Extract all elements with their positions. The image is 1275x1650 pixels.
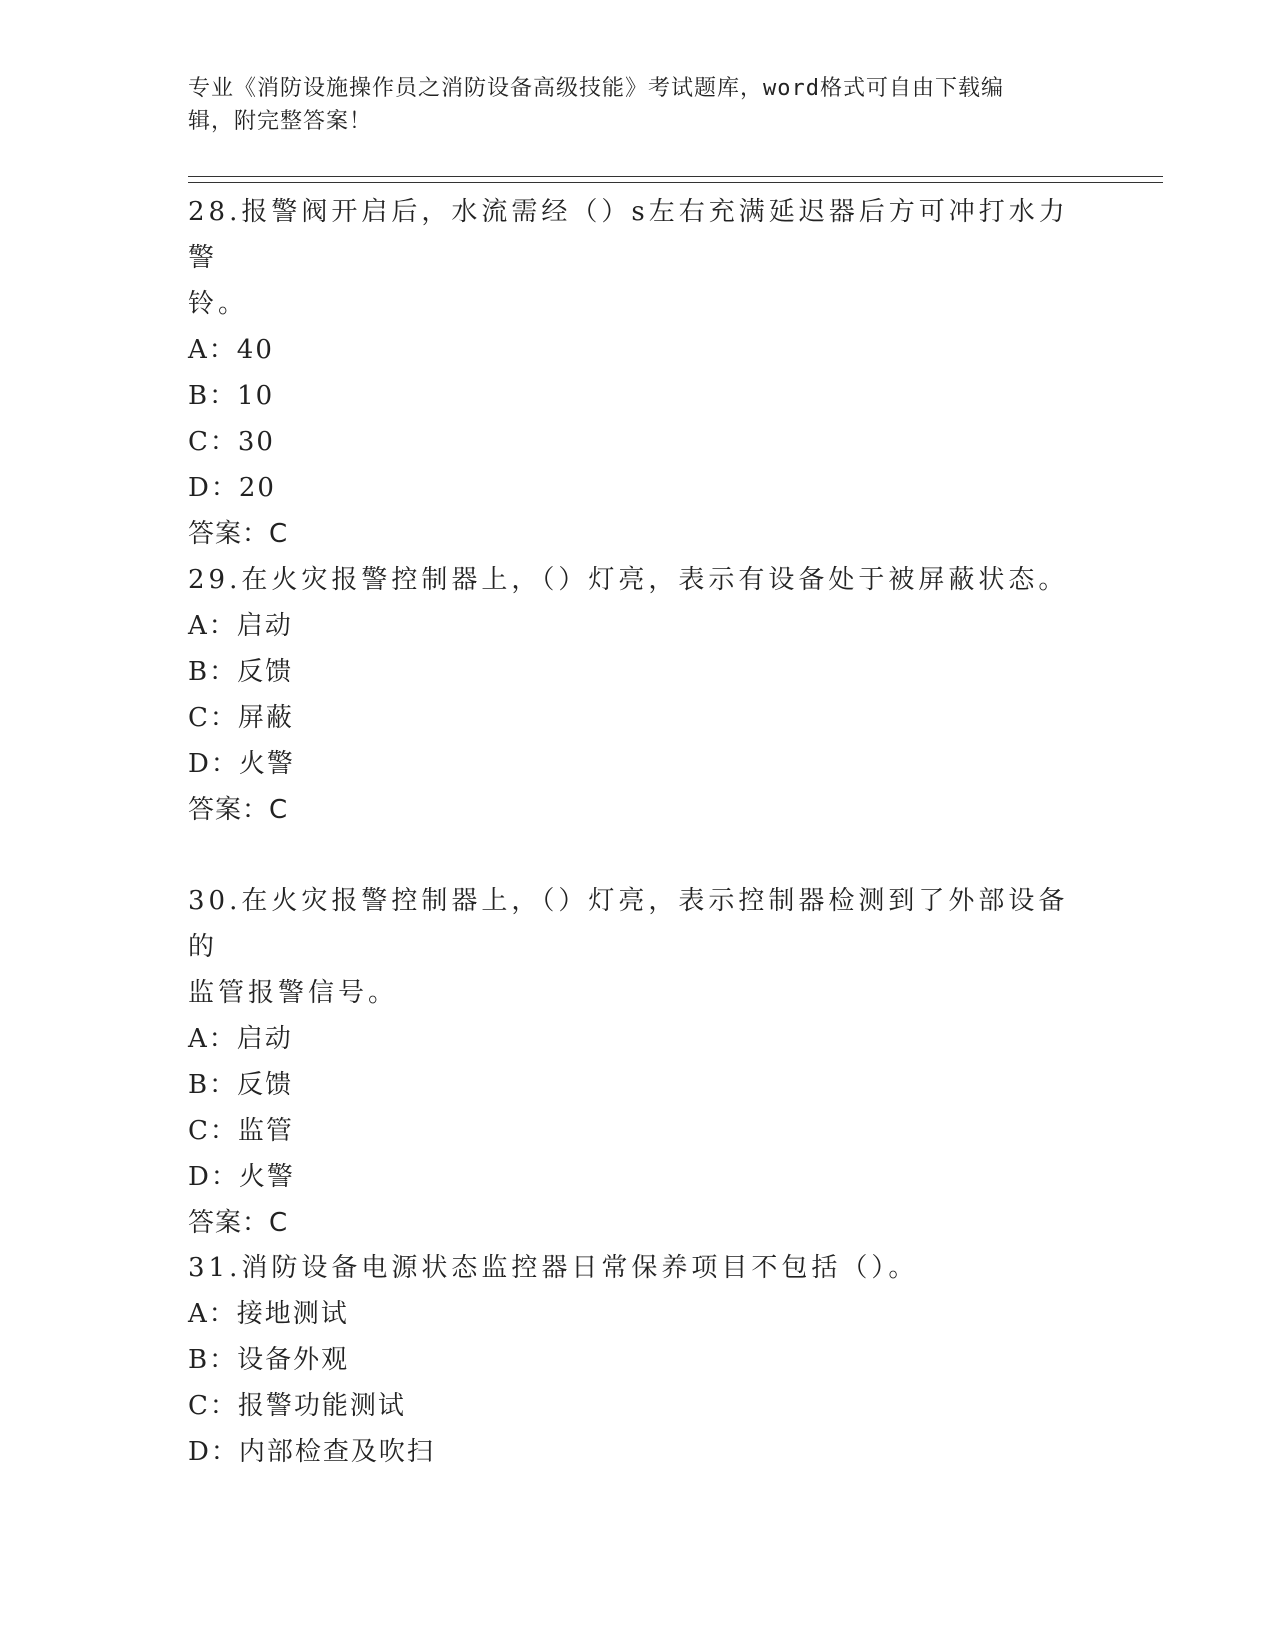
option-d: D：火警: [188, 1162, 295, 1192]
option-c: C：屏蔽: [188, 703, 294, 733]
option-a: A：40: [188, 335, 274, 365]
answer: 答案：C: [188, 1208, 289, 1238]
question-stem-line-1: 31.消防设备电源状态监控器日常保养项目不包括（）。: [188, 1253, 919, 1283]
header-line-2: 辑，附完整答案！: [188, 109, 373, 134]
option-c: C：30: [188, 427, 275, 457]
option-a: A：启动: [188, 1024, 293, 1054]
option-b: B：10: [188, 381, 275, 411]
question-stem-line-2: 监管报警信号。: [188, 978, 399, 1008]
answer: 答案：C: [188, 519, 289, 549]
question-30: [188, 878, 1078, 1246]
header-line-1: 专业《消防设施操作员之消防设备高级技能》考试题库，word格式可自由下载编: [188, 76, 1004, 101]
option-c: C：监管: [188, 1116, 294, 1146]
question-stem-line-2: 铃。: [188, 289, 249, 319]
question-29: [188, 557, 1078, 833]
document-header: [188, 72, 1078, 138]
option-b: B：设备外观: [188, 1345, 350, 1375]
question-31: [188, 1245, 1078, 1475]
question-stem-line-1: 30.在火灾报警控制器上，（）灯亮，表示控制器检测到了外部设备的: [188, 886, 1069, 962]
option-b: B：反馈: [188, 1070, 294, 1100]
option-a: A：接地测试: [188, 1299, 349, 1329]
header-divider-bottom: [188, 182, 1163, 183]
option-a: A：启动: [188, 611, 293, 641]
header-divider-top: [188, 176, 1163, 177]
option-d: D：内部检查及吹扫: [188, 1437, 435, 1467]
answer: 答案：C: [188, 795, 289, 825]
question-stem-line-1: 28.报警阀开启后，水流需经（）s左右充满延迟器后方可冲打水力警: [188, 197, 1069, 273]
question-28: [188, 189, 1078, 557]
question-stem-line-1: 29.在火灾报警控制器上，（）灯亮，表示有设备处于被屏蔽状态。: [188, 565, 1069, 595]
option-c: C：报警功能测试: [188, 1391, 406, 1421]
option-d: D：20: [188, 473, 276, 503]
option-d: D：火警: [188, 749, 295, 779]
option-b: B：反馈: [188, 657, 294, 687]
